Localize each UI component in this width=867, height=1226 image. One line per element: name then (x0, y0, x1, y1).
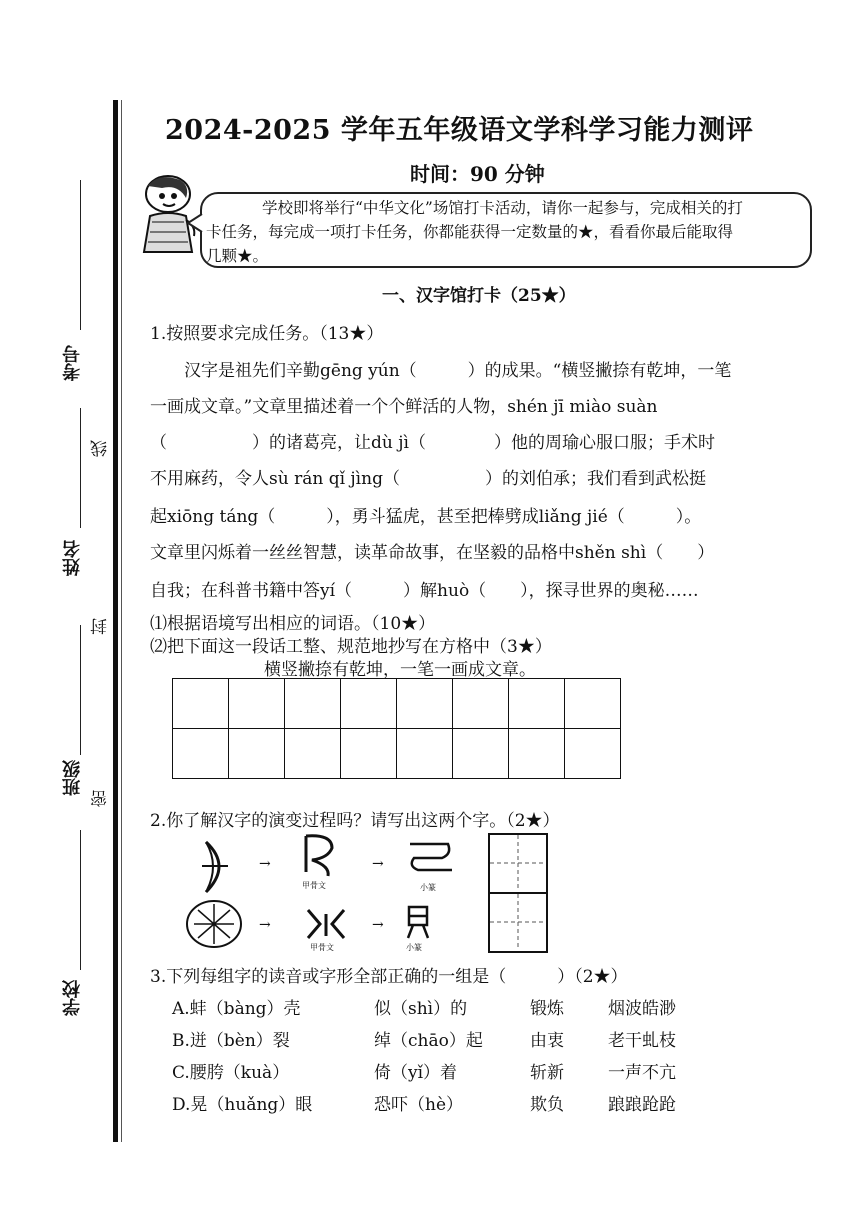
class-blank (80, 625, 81, 755)
answer-tianzi-grid[interactable] (488, 833, 548, 953)
option-c-word-4: 一声不亢 (608, 1063, 676, 1083)
tianzi-cell[interactable] (490, 835, 546, 891)
option-a-word-4: 烟波皓渺 (608, 999, 676, 1019)
intro-line: 几颗★。 (206, 247, 269, 265)
grid-cell[interactable] (509, 729, 565, 779)
arrow-icon: → (259, 856, 271, 872)
option-a-word-1: A.蚌（bàng）壳 (172, 999, 301, 1019)
question-3-title: 3.下列每组字的读音或字形全部正确的一组是（ ）（2★） (150, 967, 628, 987)
question-1-title: 1.按照要求完成任务。（13★） (150, 324, 384, 344)
grid-cell[interactable] (173, 729, 229, 779)
grid-cell[interactable] (397, 679, 453, 729)
exam-time: 时间：90 分钟 (410, 162, 545, 186)
paragraph-line: 起xiōng táng（ ），勇斗猛虎，甚至把棒劈成liǎng jié（ ）。 (150, 507, 702, 527)
option-c-word-2: 倚（yǐ）着 (374, 1063, 458, 1083)
seal-mark-feng: 封 (91, 618, 111, 635)
writing-grid[interactable] (172, 678, 621, 779)
grid-cell[interactable] (397, 729, 453, 779)
paragraph-line: 自我；在科普书籍中答yí（ ）解huò（ ），探寻世界的奥秘…… (150, 581, 699, 601)
option-d-word-4: 踉踉跄跄 (608, 1095, 676, 1115)
option-b-word-4: 老干虬枝 (608, 1031, 676, 1051)
grid-cell[interactable] (173, 679, 229, 729)
school-label: 学校 (62, 980, 83, 1016)
intro-line: 卡任务，每完成一项打卡任务，你都能获得一定数量的★，看看你最后能取得 (206, 223, 734, 241)
option-c-word-3: 斩新 (530, 1063, 564, 1083)
option-b-word-2: 绰（chāo）起 (374, 1031, 483, 1051)
grid-cell[interactable] (285, 729, 341, 779)
grid-cell[interactable] (229, 729, 285, 779)
bow-pictograph-icon (198, 838, 238, 896)
arrow-icon: → (372, 856, 384, 872)
bow-oracle-icon (298, 830, 340, 880)
grid-cell[interactable] (341, 729, 397, 779)
arrow-icon: → (259, 917, 271, 933)
sub-question-2: ⑵把下面这一段话工整、规范地抄写在方格中（3★） (150, 637, 552, 657)
flower-pictograph-icon (184, 898, 244, 952)
name-blank (80, 408, 81, 528)
intro-text (206, 196, 797, 268)
class-label: 班级 (62, 760, 83, 796)
exam-number-blank (80, 180, 81, 330)
bow-seal-icon (402, 838, 458, 880)
grain-oracle-icon (304, 906, 348, 942)
copy-text: 横竖撇捺有乾坤，一笔一画成文章。 (264, 660, 536, 680)
exam-number-label: 考号 (62, 345, 83, 381)
stage-label: 甲骨文 (310, 943, 334, 952)
option-d-word-3: 欺负 (530, 1095, 564, 1115)
question-2-title: 2.你了解汉字的演变过程吗？请写出这两个字。（2★） (150, 811, 560, 831)
option-a-word-3: 锻炼 (530, 999, 564, 1019)
page-title: 2024-2025 学年五年级语文学科学习能力测评 (165, 115, 754, 146)
grid-cell[interactable] (229, 679, 285, 729)
school-blank (80, 830, 81, 970)
paragraph-line: 一画成文章。”文章里描述着一个个鲜活的人物，shén jī miào suàn (150, 397, 658, 417)
seal-mark-mi: 密 (91, 790, 111, 807)
grid-cell[interactable] (509, 679, 565, 729)
grid-cell[interactable] (453, 679, 509, 729)
tianzi-cell[interactable] (490, 894, 546, 950)
section-title: 一、汉字馆打卡（25★） (382, 286, 576, 306)
grid-cell[interactable] (565, 729, 621, 779)
stage-label: 小篆 (406, 943, 422, 952)
option-c-word-1: C.腰胯（kuà） (172, 1063, 290, 1083)
grid-cell[interactable] (453, 729, 509, 779)
option-b-word-1: B.迸（bèn）裂 (172, 1031, 290, 1051)
seal-mark-xian: 线 (91, 440, 111, 457)
binding-line-inner (121, 100, 122, 1142)
paragraph-line: 不用麻药，令人sù rán qǐ jìng（ ）的刘伯承；我们看到武松挺 (150, 469, 706, 489)
grid-cell[interactable] (285, 679, 341, 729)
bubble-tail-icon (186, 212, 204, 234)
arrow-icon: → (372, 917, 384, 933)
option-b-word-3: 由衷 (530, 1031, 564, 1051)
grid-cell[interactable] (565, 679, 621, 729)
stage-label: 甲骨文 (302, 881, 326, 890)
grid-cell[interactable] (341, 679, 397, 729)
name-label: 姓名 (62, 540, 83, 576)
paragraph-line: 文章里闪烁着一丝丝智慧，读革命故事，在坚毅的品格中shěn shì（ ） (150, 543, 715, 563)
option-d-word-1: D.晃（huǎng）眼 (172, 1095, 313, 1115)
paragraph-line: 汉字是祖先们辛勤gēng yún（ ）的成果。“横竖撇捺有乾坤，一笔 (184, 361, 732, 381)
option-a-word-2: 似（shì）的 (374, 999, 468, 1019)
paragraph-line: （ ）的诸葛亮，让dù jì（ ）他的周瑜心服口服；手术时 (150, 433, 715, 453)
option-d-word-2: 恐吓（hè） (374, 1095, 464, 1115)
stage-label: 小篆 (420, 883, 436, 892)
binding-line (113, 100, 118, 1142)
sub-question-1: ⑴根据语境写出相应的词语。（10★） (150, 614, 436, 634)
intro-line: 学校即将举行“中华文化”场馆打卡活动，请你一起参与，完成相关的打 (262, 199, 743, 217)
grain-seal-icon (404, 904, 434, 942)
